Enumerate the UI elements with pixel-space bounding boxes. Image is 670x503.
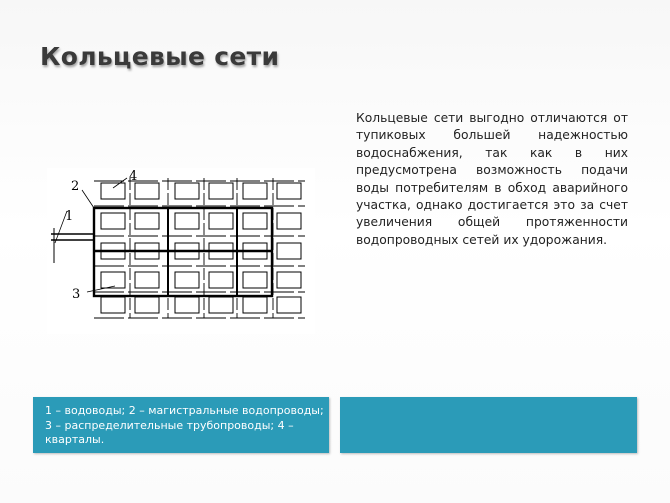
quarter-block [209,272,233,288]
quarter-block [243,297,267,313]
quarter-block [175,297,199,313]
quarter-block [101,272,125,288]
quarter-block [277,297,301,313]
quarter-block [277,272,301,288]
quarter-block [277,183,301,199]
diagram-label-3: 3 [72,287,81,302]
slide-title: Кольцевые сети [40,42,280,71]
quarter-block [277,243,301,259]
quarter-block [135,272,159,288]
quarter-block [209,213,233,229]
quarter-block [101,297,125,313]
ring-network-svg [47,168,315,334]
quarter-block [243,183,267,199]
body-text: Кольцевые сети выгодно отличаются от тупиковых большей надежностью водоснабжения, так как в них предусмотрена возможность подачи воды потребителям в обход аварийного участка, однако достигается это за счет увеличения общей протяженности водопроводных сетей их удорожания. [356,111,628,247]
diagram-label-4: 4 [129,169,138,184]
label-leader [82,190,94,208]
quarter-block [243,213,267,229]
quarter-block [209,183,233,199]
quarter-block [101,183,125,199]
ring-network-diagram [47,168,315,334]
right-accent-box [340,397,637,453]
caption-box [33,397,329,453]
quarter-block [135,213,159,229]
quarter-block [101,213,125,229]
quarter-block [135,297,159,313]
quarter-block [243,272,267,288]
quarter-block [277,213,301,229]
quarter-block [209,297,233,313]
legend-caption: 1 – водоводы; 2 – магистральные водопроводы; 3 – распределительные трубопроводы; 4 – кварталы. [45,404,324,446]
quarter-block [175,213,199,229]
quarter-block [135,183,159,199]
quarter-block [175,183,199,199]
quarter-block [175,272,199,288]
diagram-label-1: 1 [65,209,74,224]
diagram-label-2: 2 [71,179,80,194]
